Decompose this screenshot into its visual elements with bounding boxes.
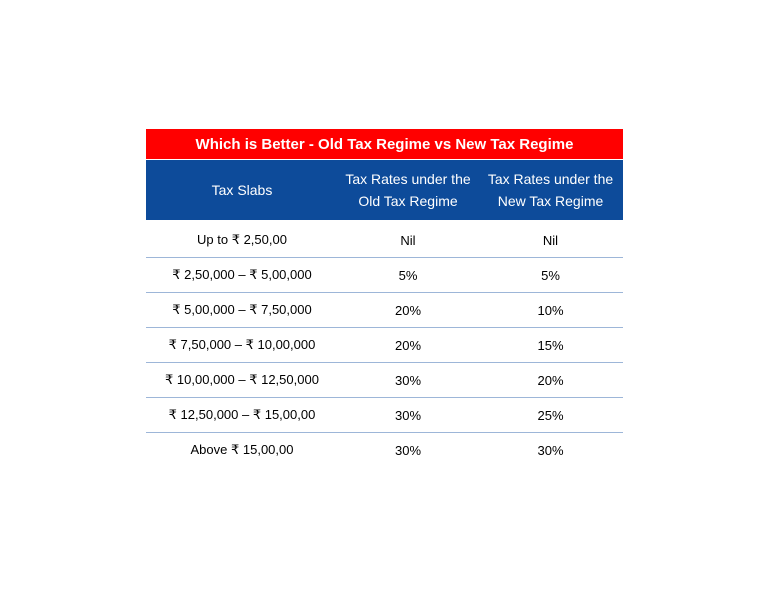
cell-new-rate: 10% — [537, 302, 564, 318]
table-row — [146, 258, 623, 293]
table-row — [146, 223, 623, 258]
table-header-row — [146, 160, 623, 220]
table-title: Which is Better - Old Tax Regime vs New Tax Regime — [146, 129, 623, 159]
table-row — [146, 293, 623, 328]
cell-new-rate: 20% — [537, 372, 564, 388]
cell-new-rate: Nil — [542, 232, 559, 248]
cell-tax-slab: ₹ 5,00,000 – ₹ 7,50,000 — [172, 302, 312, 317]
table-body — [146, 223, 623, 467]
cell-new-rate: 30% — [537, 442, 564, 458]
table-row — [146, 398, 623, 433]
cell-tax-slab: Up to ₹ 2,50,00 — [197, 232, 287, 247]
cell-new-rate: 5% — [541, 267, 560, 283]
cell-old-rate: 5% — [398, 267, 418, 283]
cell-tax-slab: ₹ 10,00,000 – ₹ 12,50,000 — [165, 372, 319, 387]
cell-new-rate: 25% — [537, 407, 564, 423]
cell-tax-slab: ₹ 12,50,000 – ₹ 15,00,00 — [168, 407, 316, 422]
header-tax-slabs: Tax Slabs — [211, 182, 273, 198]
cell-tax-slab: ₹ 7,50,000 – ₹ 10,00,000 — [168, 337, 316, 352]
table-row — [146, 433, 623, 467]
cell-old-rate: 30% — [394, 372, 422, 388]
cell-tax-slab: Above ₹ 15,00,00 — [190, 442, 294, 457]
cell-old-rate: 20% — [394, 337, 422, 353]
cell-old-rate: Nil — [400, 232, 416, 248]
cell-new-rate: 15% — [537, 337, 564, 353]
table-row — [146, 363, 623, 398]
cell-old-rate: 30% — [394, 442, 422, 458]
cell-old-rate: 20% — [394, 302, 422, 318]
table-row — [146, 328, 623, 363]
header-old-regime: Tax Rates under the Old Tax Regime — [345, 171, 471, 209]
header-new-regime: Tax Rates under the New Tax Regime — [487, 171, 614, 209]
cell-old-rate: 30% — [394, 407, 422, 423]
cell-tax-slab: ₹ 2,50,000 – ₹ 5,00,000 — [172, 267, 312, 282]
tax-comparison-table — [146, 129, 623, 467]
